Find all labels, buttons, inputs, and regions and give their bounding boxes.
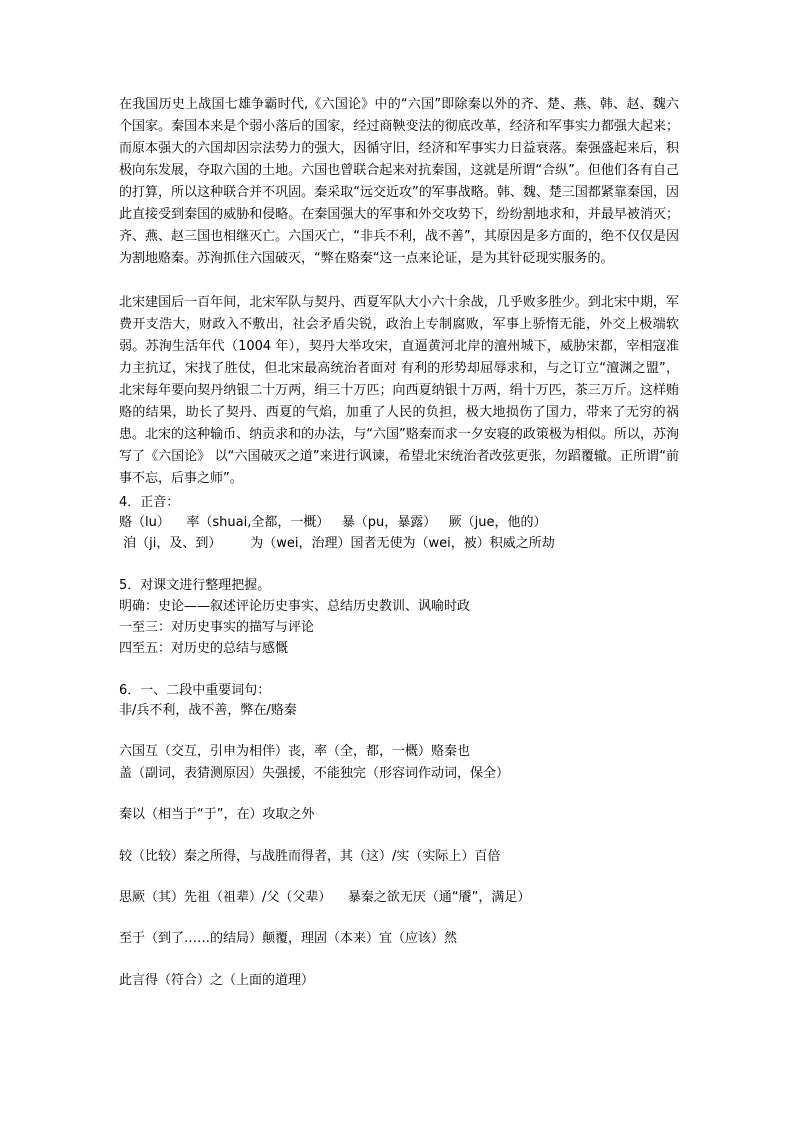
vocab-item: 思厥（其）先祖（祖辈）/父（父辈） 暴秦之欲无厌（通“餍”，满足） bbox=[119, 890, 531, 905]
structure-line-2: 一至三：对历史事实的描写与评论 bbox=[119, 620, 315, 635]
vocab-item: 六国互（交互，引申为相伴）丧，率（全，都，一概）赂秦也 bbox=[119, 744, 471, 759]
paragraph-historical-background: 在我国历史上战国七雄争霸时代,《六国论》中的“六国”即除秦以外的齐、楚、燕、韩、赵、魏六个国家。秦国本来是个弱小落后的国家，经过商鞅变法的彻底改革，经济和军事实力都强大起来；而原本强大的六国却因宗法势力的强大，因循守旧，经济和军事实力日益衰落。秦强盛起来后，积极向东发展，夺取六国的土地。六国也曾联合起来对抗秦国，这就是所谓“合纵”。但他们各有自己的打算，所以这种联合并不巩固。秦采取“远交近攻”的军事战略。韩、魏、楚三国都紧靠秦国，因此直接受到秦国的威胁和侵略。在秦国强大的军事和外交攻势下，纷纷割地求和，并最早被消灭；齐、燕、赵三国也相继灭亡。六国灭亡，“非兵不利，战不善”，其原因是多方面的，绝不仅仅是因为割地赂秦。苏洵抓住六国破灭，“弊在赂秦“这一点来论证，是为其针砭现实服务的。 bbox=[119, 97, 679, 266]
pronunciation-line-1: 赂（lu） 率（shuai,全都，一概） 暴（pu，暴露） 厥（jue，他的） bbox=[119, 515, 547, 530]
paragraph-northern-song-context: 北宋建国后一百年间，北宋军队与契丹、西夏军队大小六十余战，几乎败多胜少。到北宋中期，军费开支浩大，财政入不敷出，社会矛盾尖锐，政治上专制腐败，军事上骄惰无能，外交上极端软弱。苏洵生活年代（1004 年），契丹大举攻宋，直逼黄河北岸的澶州城下，威胁宋都，宰相寇准力主抗辽，宋找了胜仗，但北宋最高统治者面对 有利的形势却屈辱求和，与之订立“澶渊之盟”，北宋每年要向契丹纳银二十万两，绢三十万匹；向西夏纳银十万两，绢十万匹，茶三万斤。这样贿赂的结果，助长了契丹、西夏的气焰，加重了人民的负担，极大地损伤了国力，带来了无穷的祸患。北宋的这种输币、纳贡求和的办法，与“六国”赂秦而求一夕安寝的政策极为相似。所以，苏洵写了《六国论》 以“六国破灭之道”来进行讽谏，希望北宋统治者改弦更张，勿蹈覆辙。正所谓“前事不忘，后事之师”。 bbox=[119, 295, 679, 486]
vocab-item: 此言得（符合）之（上面的道理） bbox=[119, 973, 315, 988]
section-4-heading: 4．正音： bbox=[119, 495, 180, 510]
vocab-item: 非/兵不利，战不善，弊在/赂秦 bbox=[119, 703, 297, 718]
pronunciation-line-2: 洎（ji，及、到） 为（wei，治理）国者无使为（wei，被）积威之所劫 bbox=[119, 536, 555, 551]
vocab-item: 秦以（相当于“于”，在）攻取之外 bbox=[119, 807, 315, 822]
vocab-item: 盖（副词，表猜测原因）失强援，不能独完（形容词作动词，保全） bbox=[119, 766, 510, 781]
vocab-item: 至于（到了……的结局）颠覆，理固（本来）宜（应该）然 bbox=[119, 931, 458, 946]
structure-line-1: 明确：史论——叙述评论历史事实、总结历史教训、讽喻时政 bbox=[119, 599, 471, 614]
structure-line-3: 四至五：对历史的总结与感慨 bbox=[119, 641, 289, 656]
vocab-item: 较（比较）秦之所得，与战胜而得者，其（这）/实（实际上）百倍 bbox=[119, 849, 501, 864]
section-5-heading: 5．对课文进行整理把握。 bbox=[119, 578, 271, 593]
section-6-heading: 6．一、二段中重要词句： bbox=[119, 683, 271, 698]
